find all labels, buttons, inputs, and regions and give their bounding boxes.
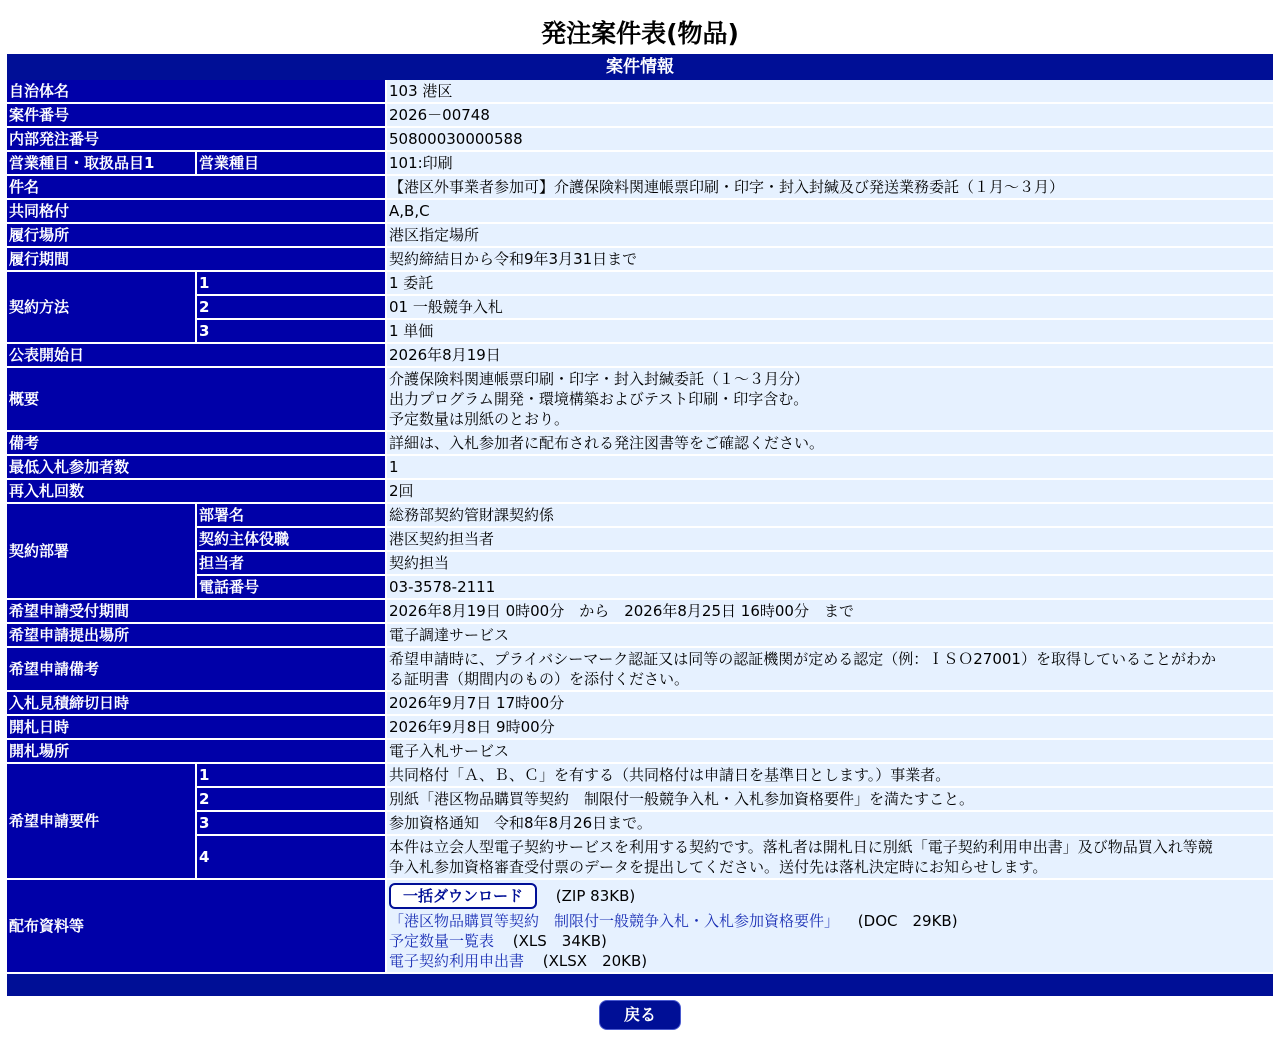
keiyaku-hoho-value: 01 一般競争入札	[387, 296, 1273, 320]
busho-value: 総務部契約管財課契約係	[387, 504, 1273, 528]
label-saitei: 最低入札参加者数	[7, 456, 387, 480]
value-kyodo: A,B,C	[387, 200, 1273, 224]
busho-sublabel: 担当者	[197, 552, 387, 576]
value-haifu	[387, 880, 1273, 974]
yoken-no: 1	[197, 764, 387, 788]
yoken-value: 共同格付「Ａ、Ｂ、Ｃ」を有する（共同格付は申請日を基準日とします。）事業者。	[387, 764, 1273, 788]
yoken-value: 参加資格通知 令和8年8月26日まで。	[387, 812, 1273, 836]
label-yoken: 希望申請要件	[7, 764, 197, 880]
value-saitei: 1	[387, 456, 1273, 480]
label-gaiyo: 概要	[7, 368, 387, 432]
label-anken-no: 案件番号	[7, 104, 387, 128]
file-meta: (XLSX 20KB)	[542, 952, 648, 970]
busho-sublabel: 電話番号	[197, 576, 387, 600]
label-kikan: 履行期間	[7, 248, 387, 272]
bulk-download-button[interactable]: 一括ダウンロード	[389, 883, 537, 909]
value-anken-no: 2026－00748	[387, 104, 1273, 128]
yoken-line: 本件は立会人型電子契約サービスを利用する契約です。落札者は開札日に別紙「電子契約利用申出書」及び物品買入れ等競	[389, 838, 1213, 856]
value-shimekiri: 2026年9月7日 17時00分	[387, 692, 1273, 716]
keiyaku-hoho-no: 2	[197, 296, 387, 320]
busho-value: 契約担当	[387, 552, 1273, 576]
value-naibu-no: 50800030000588	[387, 128, 1273, 152]
label-keiyaku-hoho: 契約方法	[7, 272, 197, 344]
file-meta: (XLS 34KB)	[512, 932, 607, 950]
value-eigyo: 101:印刷	[387, 152, 1273, 176]
kibo-biko-line: る証明書（期間内のもの）を添付ください。	[389, 670, 690, 688]
file-row	[389, 931, 1271, 951]
value-kaisatsu-basho: 電子入札サービス	[387, 740, 1273, 764]
label-kibo-basho: 希望申請提出場所	[7, 624, 387, 648]
gaiyo-line: 介護保険料関連帳票印刷・印字・封入封緘委託（１～３月分）	[389, 370, 810, 388]
label-kohyo: 公表開始日	[7, 344, 387, 368]
file-link[interactable]: 電子契約利用申出書	[389, 952, 525, 970]
value-kaisatsu: 2026年9月8日 9時00分	[387, 716, 1273, 740]
label-basho: 履行場所	[7, 224, 387, 248]
yoken-no: 3	[197, 812, 387, 836]
file-row	[389, 911, 1271, 931]
value-kibo-basho: 電子調達サービス	[387, 624, 1273, 648]
label-jichitai: 自治体名	[7, 80, 387, 104]
keiyaku-hoho-no: 3	[197, 320, 387, 344]
yoken-no: 4	[197, 836, 387, 880]
label-haifu: 配布資料等	[7, 880, 387, 974]
label-eigyo: 営業種目・取扱品目1	[7, 152, 197, 176]
file-row	[389, 951, 1271, 971]
busho-value: 港区契約担当者	[387, 528, 1273, 552]
gaiyo-line: 予定数量は別紙のとおり。	[389, 410, 570, 428]
label-kaisatsu-basho: 開札場所	[7, 740, 387, 764]
file-link[interactable]: 予定数量一覧表	[389, 932, 495, 950]
file-meta: (DOC 29KB)	[857, 912, 958, 930]
sublabel-eigyo: 営業種目	[197, 152, 387, 176]
value-kohyo: 2026年8月19日	[387, 344, 1273, 368]
value-kibo-kikan: 2026年8月19日 0時00分 から 2026年8月25日 16時00分 まで	[387, 600, 1273, 624]
section-title: 案件情報	[7, 54, 1273, 80]
value-sainyusatsu: 2回	[387, 480, 1273, 504]
value-jichitai: 103 港区	[387, 80, 1273, 104]
label-naibu-no: 内部発注番号	[7, 128, 387, 152]
file-link[interactable]: 「港区物品購買等契約 制限付一般競争入札・入札参加資格要件」	[389, 912, 840, 930]
value-kenmei: 【港区外事業者参加可】介護保険料関連帳票印刷・印字・封入封緘及び発送業務委託（１月～３月）	[387, 176, 1273, 200]
value-kibo-biko	[387, 648, 1273, 692]
yoken-value: 別紙「港区物品購買等契約 制限付一般競争入札・入札参加資格要件」を満たすこと。	[387, 788, 1273, 812]
bulk-download-meta: (ZIP 83KB)	[555, 887, 636, 905]
keiyaku-hoho-no: 1	[197, 272, 387, 296]
bulk-download-row	[389, 881, 1271, 911]
label-kibo-biko: 希望申請備考	[7, 648, 387, 692]
label-kenmei: 件名	[7, 176, 387, 200]
value-kikan: 契約締結日から令和9年3月31日まで	[387, 248, 1273, 272]
value-basho: 港区指定場所	[387, 224, 1273, 248]
value-gaiyo	[387, 368, 1273, 432]
case-info-table	[7, 54, 1273, 996]
yoken-value	[387, 836, 1273, 880]
label-sainyusatsu: 再入札回数	[7, 480, 387, 504]
label-busho: 契約部署	[7, 504, 197, 600]
label-kyodo: 共同格付	[7, 200, 387, 224]
label-shimekiri: 入札見積締切日時	[7, 692, 387, 716]
back-button[interactable]: 戻る	[599, 1000, 681, 1030]
keiyaku-hoho-value: 1 単価	[387, 320, 1273, 344]
value-biko: 詳細は、入札参加者に配布される発注図書等をご確認ください。	[387, 432, 1273, 456]
label-biko: 備考	[7, 432, 387, 456]
busho-sublabel: 部署名	[197, 504, 387, 528]
busho-sublabel: 契約主体役職	[197, 528, 387, 552]
yoken-no: 2	[197, 788, 387, 812]
label-kaisatsu: 開札日時	[7, 716, 387, 740]
table-footer-bar	[7, 974, 1273, 996]
busho-value: 03-3578-2111	[387, 576, 1273, 600]
kibo-biko-line: 希望申請時に、プライバシーマーク認証又は同等の認証機関が定める認定（例：ＩＳＯ27001）を取得していることがわか	[389, 650, 1216, 668]
yoken-line: 争入札参加資格審査受付票のデータを提出してください。送付先は落札決定時にお知らせします。	[389, 858, 1048, 876]
label-kibo-kikan: 希望申請受付期間	[7, 600, 387, 624]
gaiyo-line: 出力プログラム開発・環境構築およびテスト印刷・印字含む。	[389, 390, 809, 408]
keiyaku-hoho-value: 1 委託	[387, 272, 1273, 296]
back-wrap	[0, 1000, 1280, 1030]
page-title: 発注案件表(物品)	[541, 19, 739, 48]
